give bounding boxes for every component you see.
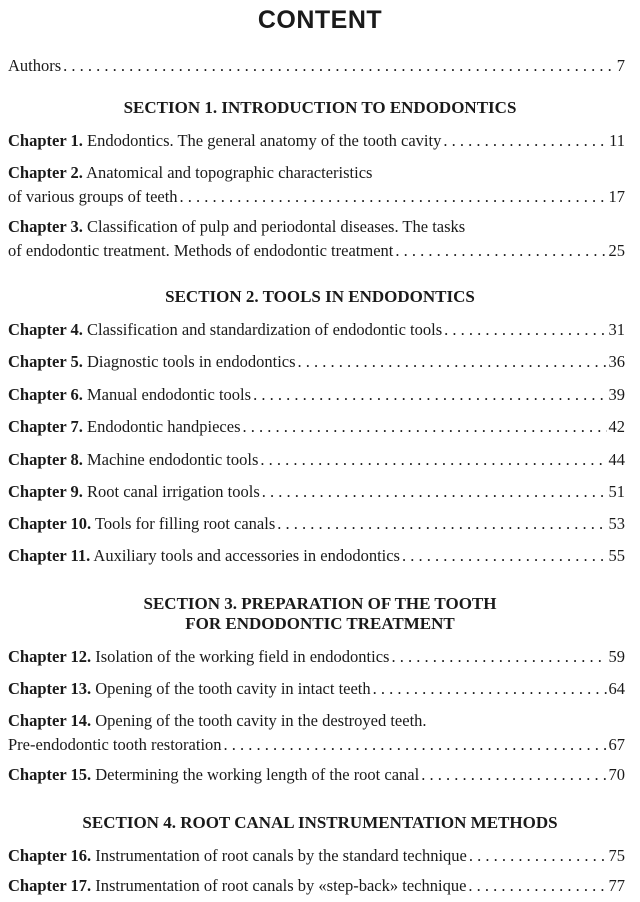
chapter-title: Instrumentation of root canals by the standard technique [95, 846, 467, 865]
authors-entry [8, 56, 625, 80]
chapter-title-cont: of various groups of teeth [8, 187, 178, 206]
toc-entry [8, 647, 625, 671]
dot-leader [63, 56, 615, 75]
dot-leader [224, 735, 607, 754]
dot-leader [421, 765, 606, 784]
page-title: CONTENT [257, 6, 383, 34]
toc-entry [8, 320, 625, 344]
dot-leader [391, 647, 606, 666]
section-heading [0, 813, 640, 833]
chapter-number: Chapter 8. [8, 450, 83, 469]
toc-entry [8, 546, 625, 570]
toc-entry [8, 514, 625, 538]
toc-entry [8, 765, 625, 789]
chapter-title: Endodontics. The general anatomy of the tooth cavity [87, 131, 442, 150]
toc-entry [8, 450, 625, 474]
chapter-title: Instrumentation of root canals by «step-back» technique [95, 876, 467, 895]
chapter-number: Chapter 7. [8, 417, 83, 436]
dot-leader [444, 320, 606, 339]
toc-entry [8, 217, 625, 265]
page-number: 55 [608, 546, 625, 565]
dot-leader [443, 131, 607, 150]
chapter-number: Chapter 3. [8, 217, 83, 236]
dot-leader [277, 514, 606, 533]
page-number: 70 [608, 765, 625, 784]
page-number: 11 [609, 131, 625, 150]
section-heading-line: FOR ENDODONTIC TREATMENT [185, 614, 455, 633]
chapter-number: Chapter 13. [8, 679, 92, 698]
chapter-title: Auxiliary tools and accessories in endodontics [93, 546, 400, 565]
chapter-number: Chapter 15. [8, 765, 92, 784]
chapter-title-cont: of endodontic treatment. Methods of endodontic treatment [8, 241, 394, 260]
page-number: 77 [608, 876, 625, 895]
dot-leader [253, 385, 606, 404]
dot-leader [262, 482, 607, 501]
page-number: 51 [608, 482, 625, 501]
toc-entry [8, 352, 625, 376]
chapter-title: Classification and standardization of endodontic tools [87, 320, 443, 339]
page-number: 7 [616, 56, 625, 75]
chapter-number: Chapter 14. [8, 711, 92, 730]
chapter-number: Chapter 2. [8, 163, 83, 182]
authors-label: Authors [8, 56, 62, 75]
chapter-number: Chapter 11. [8, 546, 91, 565]
chapter-number: Chapter 5. [8, 352, 83, 371]
section-heading [0, 594, 640, 634]
chapter-title: Anatomical and topographic characteristics [86, 163, 373, 182]
page-number: 31 [608, 320, 625, 339]
chapter-title: Opening of the tooth cavity in the destroyed teeth. [95, 711, 427, 730]
page-number: 53 [608, 514, 625, 533]
page-number: 25 [608, 241, 625, 260]
section-heading-line: SECTION 4. ROOT CANAL INSTRUMENTATION METHODS [82, 813, 558, 832]
dot-leader [298, 352, 607, 371]
chapter-title: Determining the working length of the root canal [95, 765, 420, 784]
section-heading [0, 98, 640, 118]
toc-entry [8, 876, 625, 900]
toc-entry [8, 679, 625, 703]
chapter-title: Tools for filling root canals [94, 514, 276, 533]
dot-leader [180, 187, 607, 206]
chapter-number: Chapter 10. [8, 514, 92, 533]
page-number: 67 [608, 735, 625, 754]
section-heading [0, 287, 640, 307]
chapter-title-cont: Pre-endodontic tooth restoration [8, 735, 222, 754]
dot-leader [402, 546, 607, 565]
page-number: 42 [608, 417, 625, 436]
page-number: 75 [608, 846, 625, 865]
section-heading-line: SECTION 3. PREPARATION OF THE TOOTH [143, 594, 497, 613]
dot-leader [373, 679, 607, 698]
chapter-number: Chapter 16. [8, 846, 92, 865]
toc-entry [8, 482, 625, 506]
page-number: 44 [608, 450, 625, 469]
toc-entry [8, 711, 625, 759]
toc-entry [8, 131, 625, 155]
dot-leader [260, 450, 606, 469]
page-number: 17 [608, 187, 625, 206]
page-number: 36 [608, 352, 625, 371]
dot-leader [468, 876, 606, 895]
chapter-title: Root canal irrigation tools [87, 482, 260, 501]
section-heading-line: SECTION 1. INTRODUCTION TO ENDODONTICS [123, 98, 517, 117]
chapter-title: Isolation of the working field in endodontics [95, 647, 390, 666]
page-number: 59 [608, 647, 625, 666]
chapter-title: Diagnostic tools in endodontics [87, 352, 296, 371]
chapter-number: Chapter 4. [8, 320, 83, 339]
page-number: 39 [608, 385, 625, 404]
chapter-number: Chapter 1. [8, 131, 83, 150]
chapter-title: Classification of pulp and periodontal diseases. The tasks [87, 217, 466, 236]
section-heading-line: SECTION 2. TOOLS IN ENDODONTICS [165, 287, 475, 306]
chapter-title: Endodontic handpieces [87, 417, 241, 436]
chapter-title: Opening of the tooth cavity in intact teeth [95, 679, 371, 698]
page-number: 64 [608, 679, 625, 698]
dot-leader [243, 417, 607, 436]
chapter-number: Chapter 17. [8, 876, 92, 895]
toc-entry [8, 417, 625, 441]
chapter-title: Manual endodontic tools [87, 385, 252, 404]
toc-entry [8, 163, 625, 211]
chapter-number: Chapter 9. [8, 482, 83, 501]
dot-leader [469, 846, 607, 865]
toc-entry [8, 385, 625, 409]
toc-entry [8, 846, 625, 870]
chapter-title: Machine endodontic tools [87, 450, 259, 469]
chapter-number: Chapter 6. [8, 385, 83, 404]
dot-leader [395, 241, 606, 260]
chapter-number: Chapter 12. [8, 647, 92, 666]
